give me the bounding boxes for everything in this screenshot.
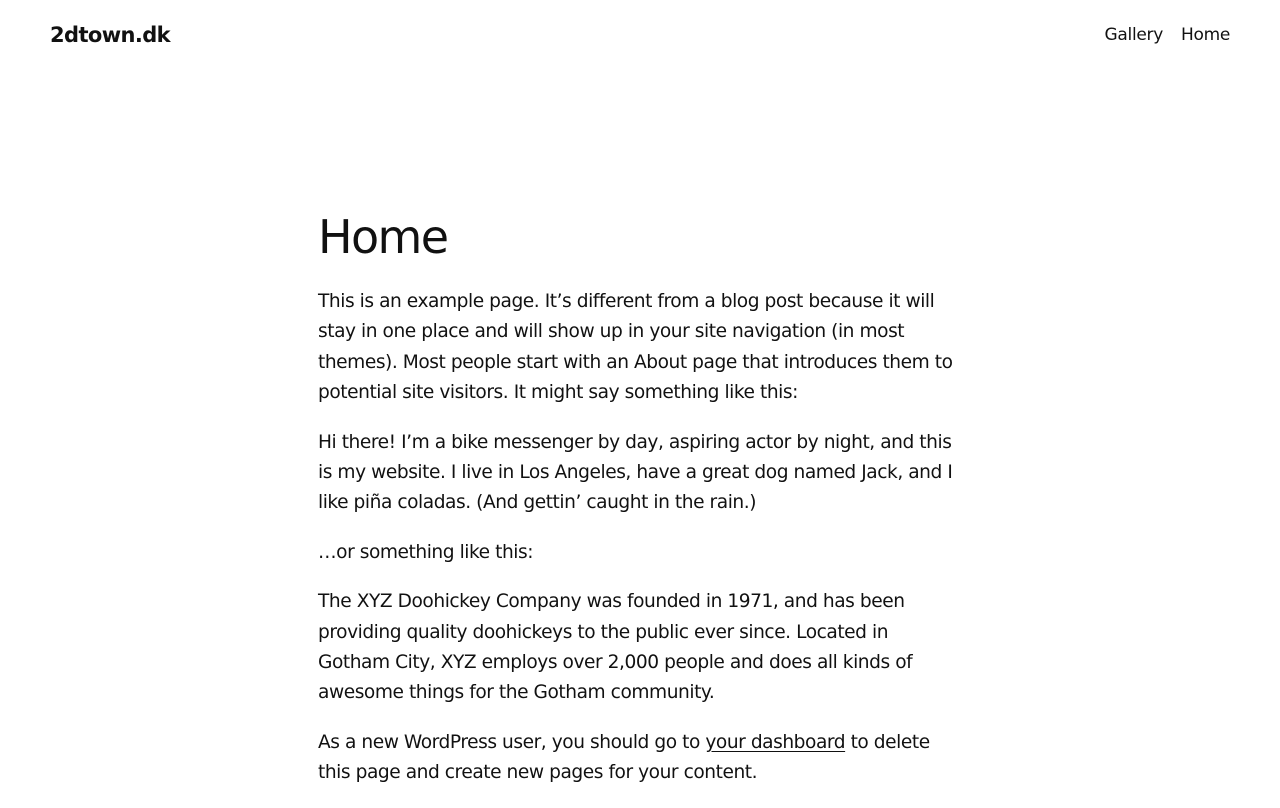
main-navigation bbox=[1105, 20, 1230, 50]
company-paragraph: The XYZ Doohickey Company was founded in 1971, and has been providing quality doohickeys to the public ever since. Located in Gotham City, XYZ employs over 2,000 people and does all kinds of awesome things for the Gotham community. bbox=[318, 591, 913, 704]
dashboard-text-after: to delete this page and create new pages for your content. bbox=[318, 731, 930, 784]
page-title: Home bbox=[318, 210, 448, 264]
dashboard-link[interactable]: your dashboard bbox=[705, 731, 846, 753]
example-quote-paragraph: Hi there! I’m a bike messenger by day, aspiring actor by night, and this is my website. I live in Los Angeles, have a great dog named Jack, and I like piña coladas. (And gettin’ caught in the rain.) bbox=[318, 431, 953, 514]
transition-paragraph: …or something like this: bbox=[318, 541, 534, 563]
site-title-link[interactable]: 2dtown.dk bbox=[50, 23, 171, 47]
intro-paragraph: This is an example page. It’s different from a blog post because it will stay in one place and will show up in your site navigation (in most themes). Most people start with an About page that introduces them to potential site visitors. It might say something like this: bbox=[318, 291, 953, 404]
dashboard-paragraph bbox=[318, 728, 958, 789]
nav-item-gallery[interactable]: Gallery bbox=[1104, 25, 1163, 45]
site-header bbox=[0, 0, 1280, 72]
page-content bbox=[318, 205, 958, 808]
nav-item-home[interactable]: Home bbox=[1180, 25, 1230, 45]
dashboard-text-before: As a new WordPress user, you should go to bbox=[318, 731, 706, 753]
